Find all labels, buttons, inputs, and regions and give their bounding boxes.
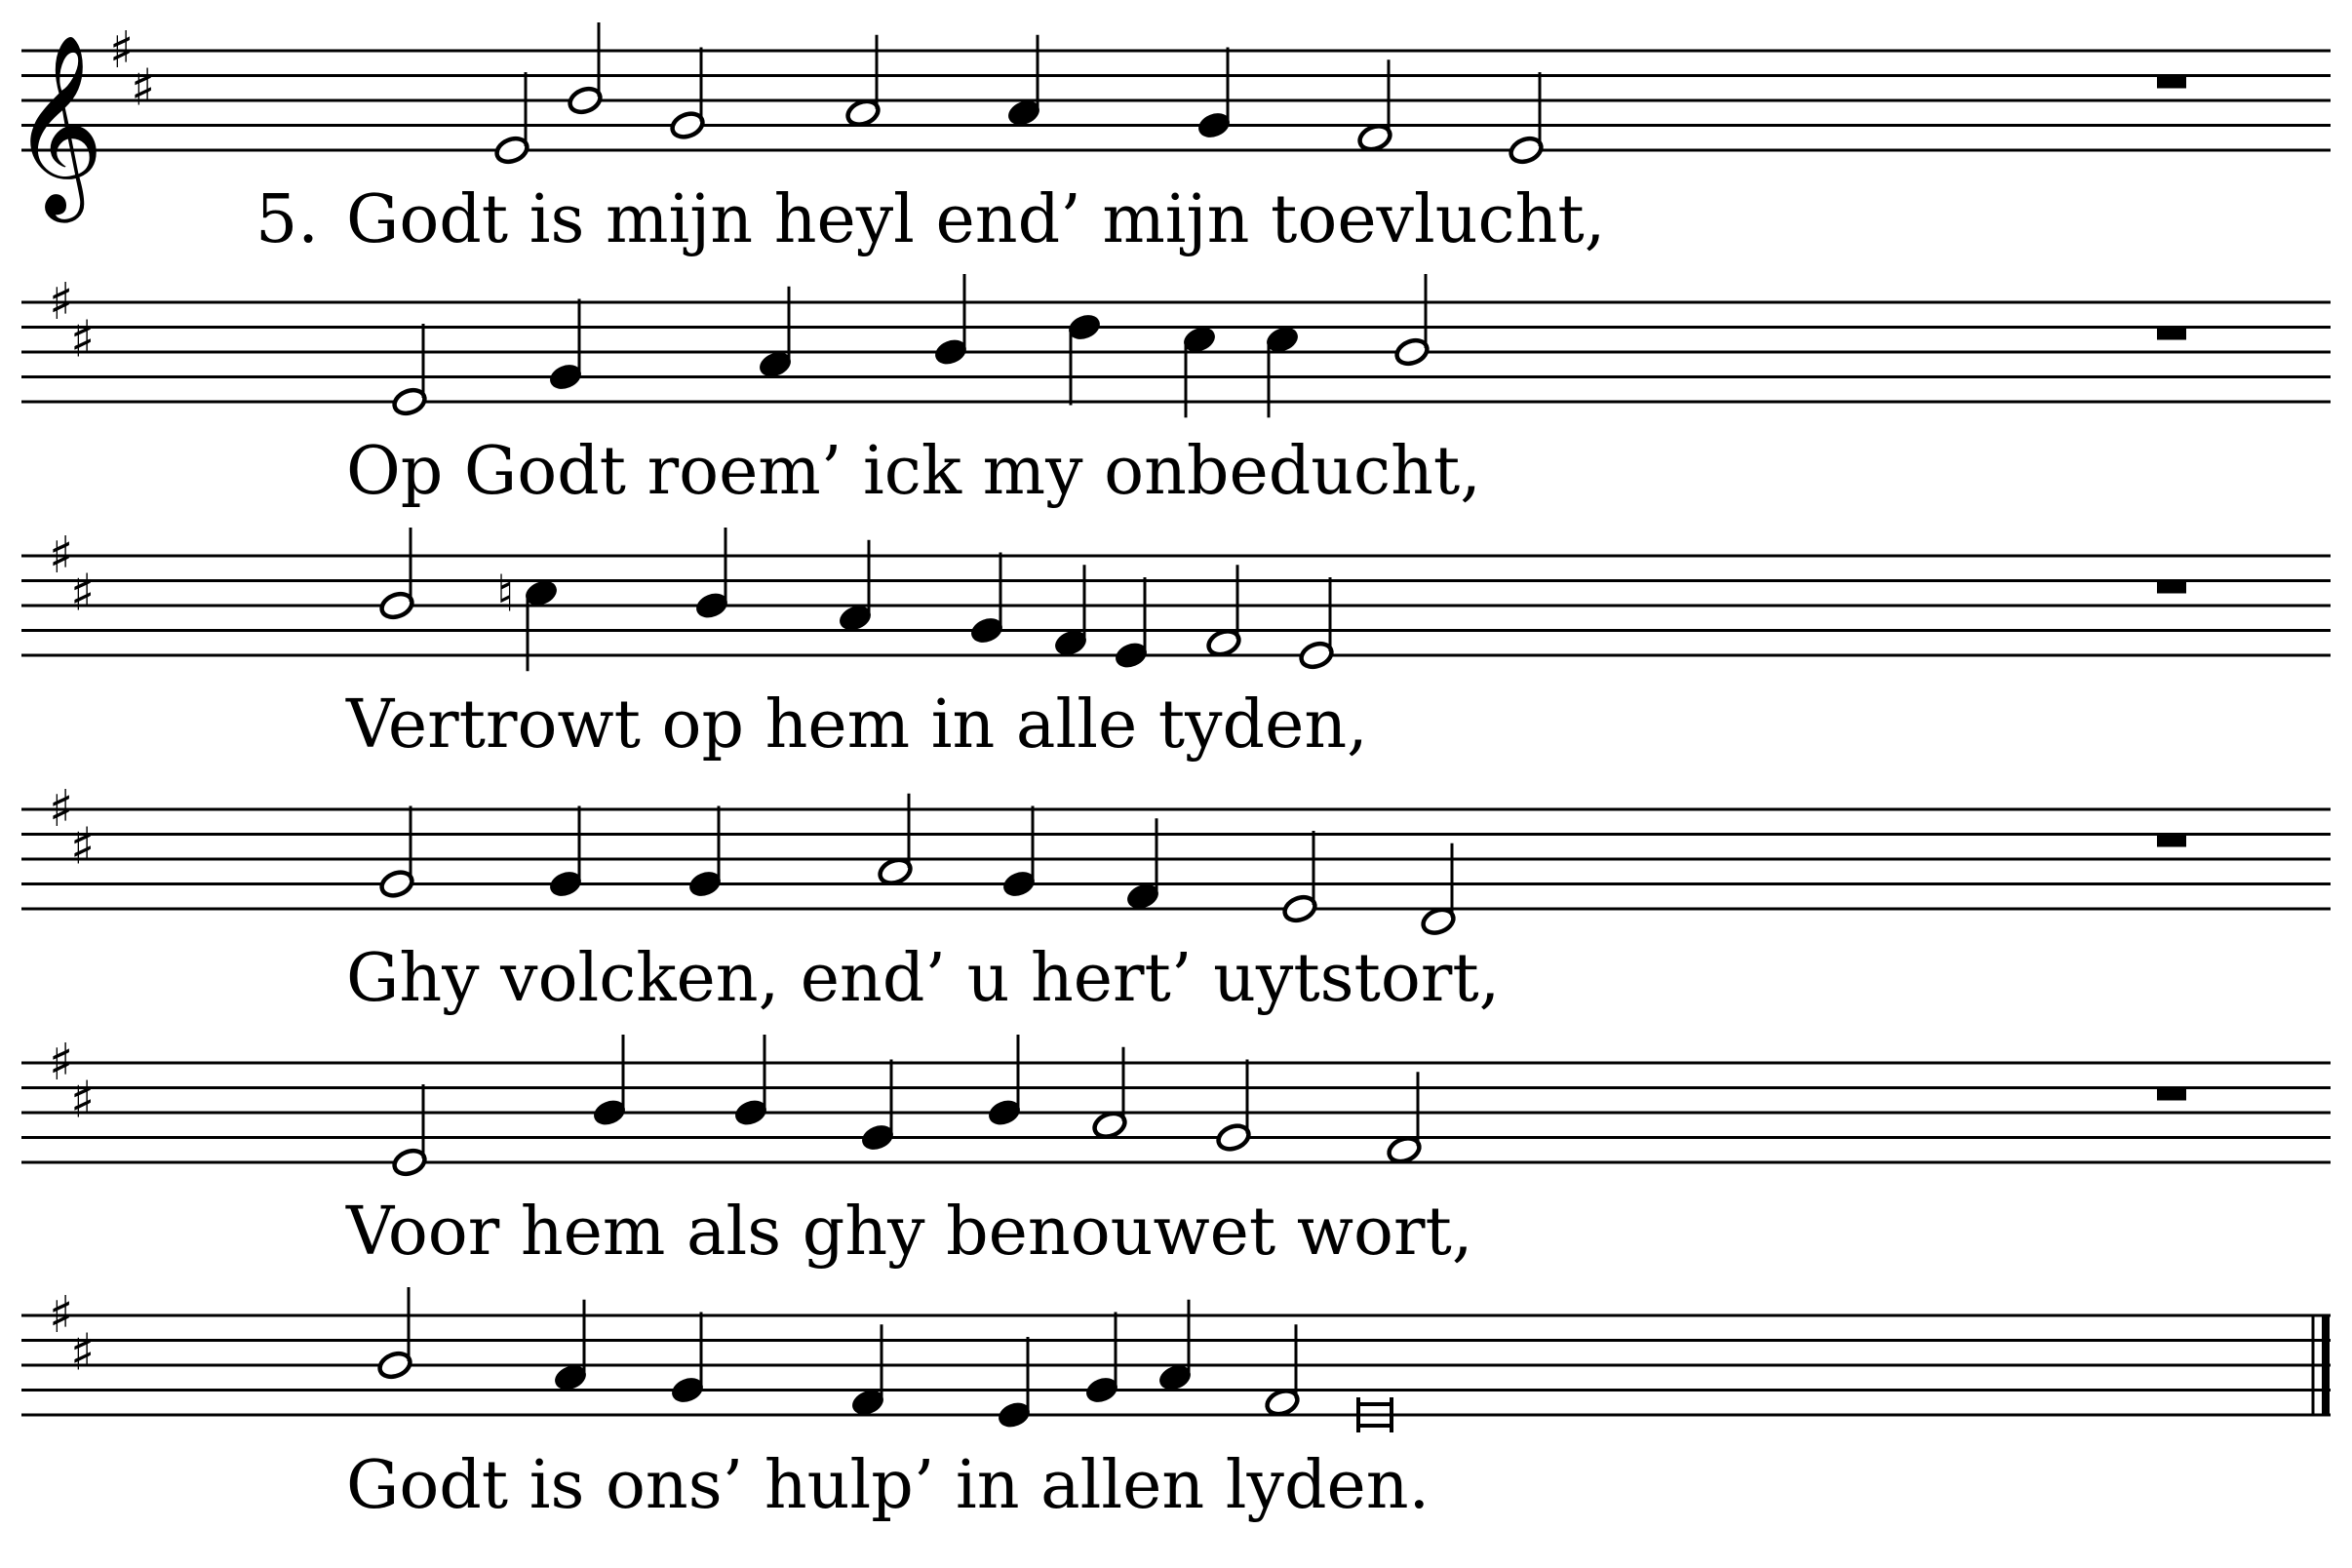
natural-sign-icon: ♮ (496, 565, 515, 624)
half-rest-icon (2157, 76, 2186, 89)
sharp-icon: ♯ (49, 527, 74, 585)
lyric-line-2: Op Godt roem’ ick my onbeducht, (346, 433, 1481, 510)
lyric-line-4: Ghy volcken, end’ u hert’ uytstort, (346, 940, 1501, 1017)
lyric-line-6: Godt is ons’ hulp’ in allen lyden. (346, 1447, 1431, 1524)
sharp-icon: ♯ (49, 1034, 74, 1092)
sharp-icon: ♯ (70, 310, 96, 370)
sharp-icon: ♯ (70, 1071, 96, 1130)
half-rest-icon (2157, 835, 2186, 847)
sharp-icon: ♯ (49, 273, 74, 332)
half-rest-icon (2157, 581, 2186, 594)
half-rest-icon (2157, 328, 2186, 340)
sharp-icon: ♯ (70, 1323, 96, 1383)
treble-clef-icon: 𝄞 (12, 32, 104, 215)
half-rest-icon (2157, 1088, 2186, 1101)
sharp-icon: ♯ (70, 564, 96, 623)
sharp-icon: ♯ (131, 59, 156, 118)
lyric-line-3: Vertrowt op hem in alle tyden, (346, 686, 1368, 764)
sharp-icon: ♯ (109, 21, 135, 80)
sharp-icon: ♯ (49, 1286, 74, 1345)
lyric-line-1: Godt is mijn heyl end’ mijn toevlucht, (346, 181, 1606, 258)
verse-number: 5. (255, 181, 319, 258)
lyric-line-5: Voor hem als ghy benouwet wort, (346, 1194, 1473, 1271)
sharp-icon: ♯ (49, 780, 74, 839)
sharp-icon: ♯ (70, 817, 96, 877)
